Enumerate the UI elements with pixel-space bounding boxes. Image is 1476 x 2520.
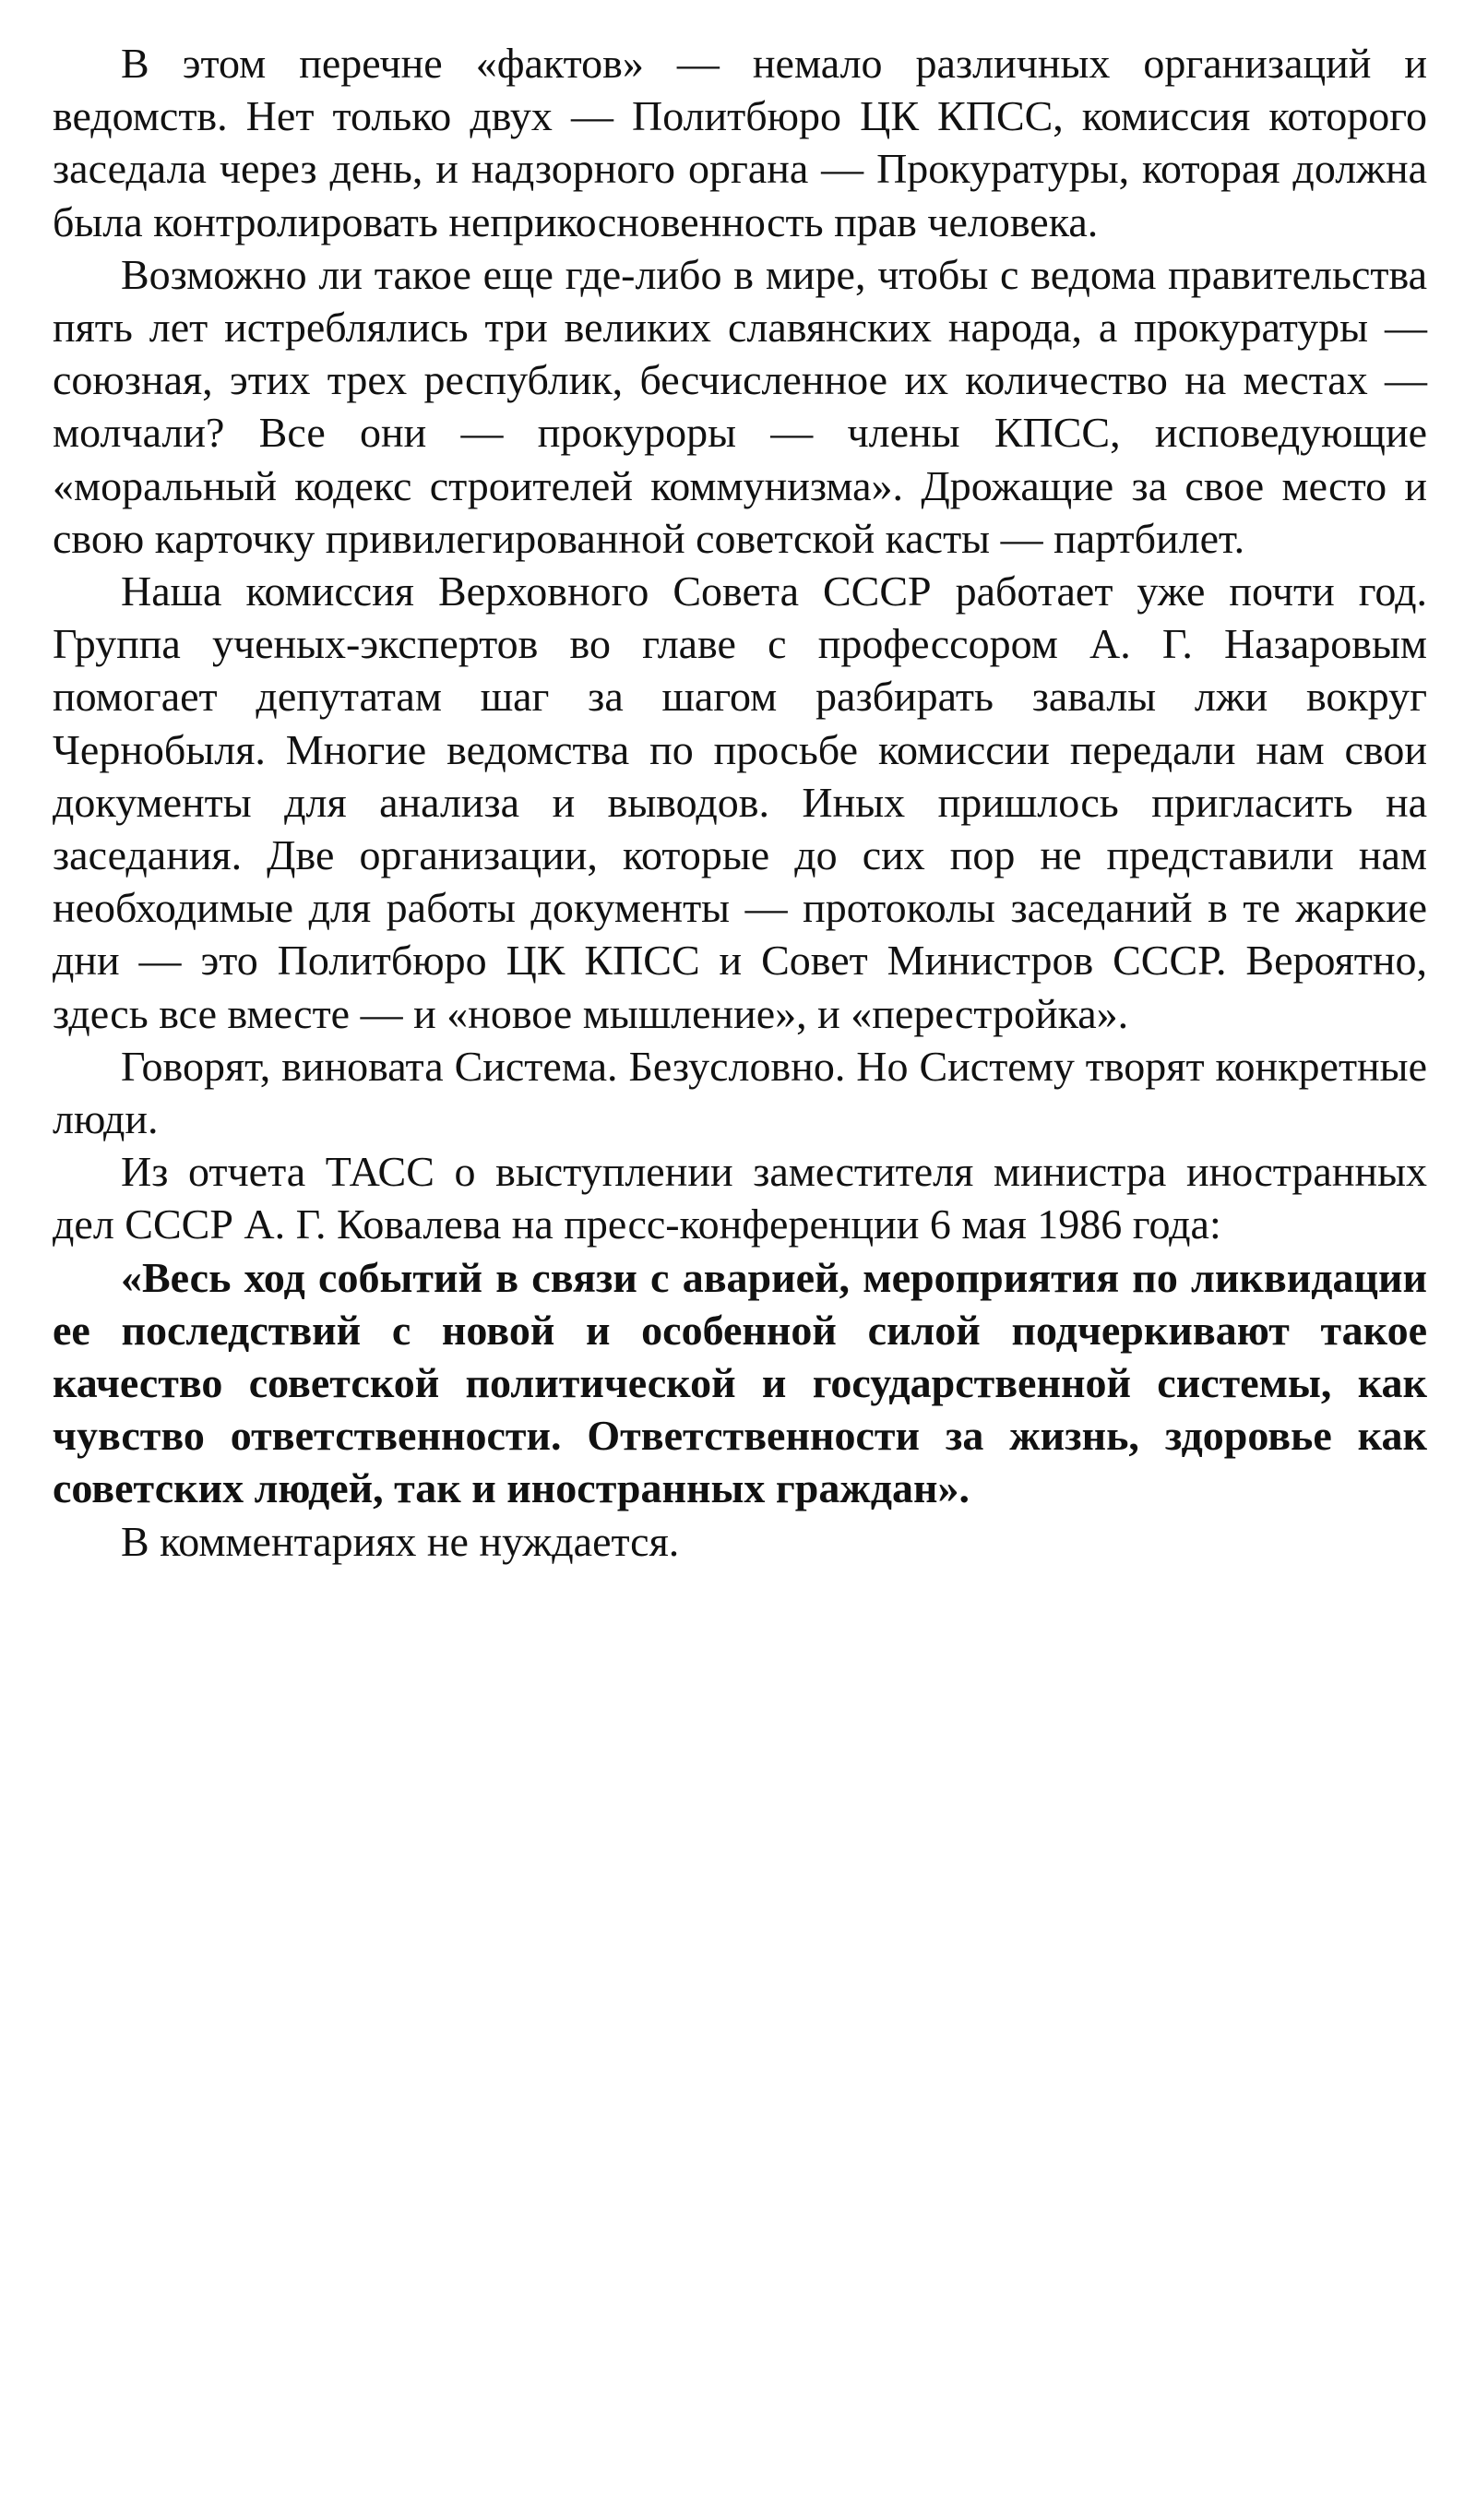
paragraph-facts-list: В этом перечне «фактов» — немало различных организаций и ведомств. Нет только двух — Политбюро ЦК КПСС, комиссия которого заседала через день, и надзорного органа — Прокуратуры, которая должна была контролировать неприкосновенность прав человека. bbox=[53, 40, 1427, 245]
paragraph-quote: «Весь ход событий в связи с аварией, мероприятия по ликвидации ее последствий с новой и особенной силой подчеркивают такое качество советской политической и государственной системы, как чувство ответственности. Ответственности за жизнь, здоровье как советских людей, так и иностранных граждан». bbox=[53, 1253, 1427, 1512]
paragraph-tass-report: Из отчета ТАСС о выступлении заместителя министра иностранных дел СССР А. Г. Ковалева на пресс-конференции 6 мая 1986 года: bbox=[53, 1148, 1427, 1248]
document-page bbox=[53, 37, 1427, 1568]
paragraph-system: Говорят, виновата Система. Безусловно. Но Систему творят конкретные люди. bbox=[53, 1042, 1427, 1143]
paragraph-no-comment: В комментариях не нуждается. bbox=[121, 1517, 680, 1565]
paragraph-commission: Наша комиссия Верховного Совета СССР работает уже почти год. Группа ученых-экспертов во главе с профессором А. Г. Назаровым помогает депутатам шаг за шагом разбирать завалы лжи вокруг Чернобыля. Многие ведомства по просьбе комиссии передали нам свои документы для анализа и выводов. Иных пришлось пригласить на заседания. Две организации, которые до сих пор не представили нам необходимые для работы документы — протоколы заседаний в те жаркие дни — это Политбюро ЦК КПСС и Совет Министров СССР. Вероятно, здесь все вместе — и «новое мышление», и «перестройка». bbox=[53, 567, 1427, 1037]
paragraph-prosecutors: Возможно ли такое еще где-либо в мире, чтобы с ведома правительства пять лет истреблялись три великих славянских народа, а прокуратуры — союзная, этих трех республик, бесчисленное их количество на местах — молчали? Все они — прокуроры — члены КПСС, исповедующие «моральный кодекс строителей коммунизма». Дрожащие за свое место и свою карточку привилегированной советской касты — партбилет. bbox=[53, 250, 1427, 562]
